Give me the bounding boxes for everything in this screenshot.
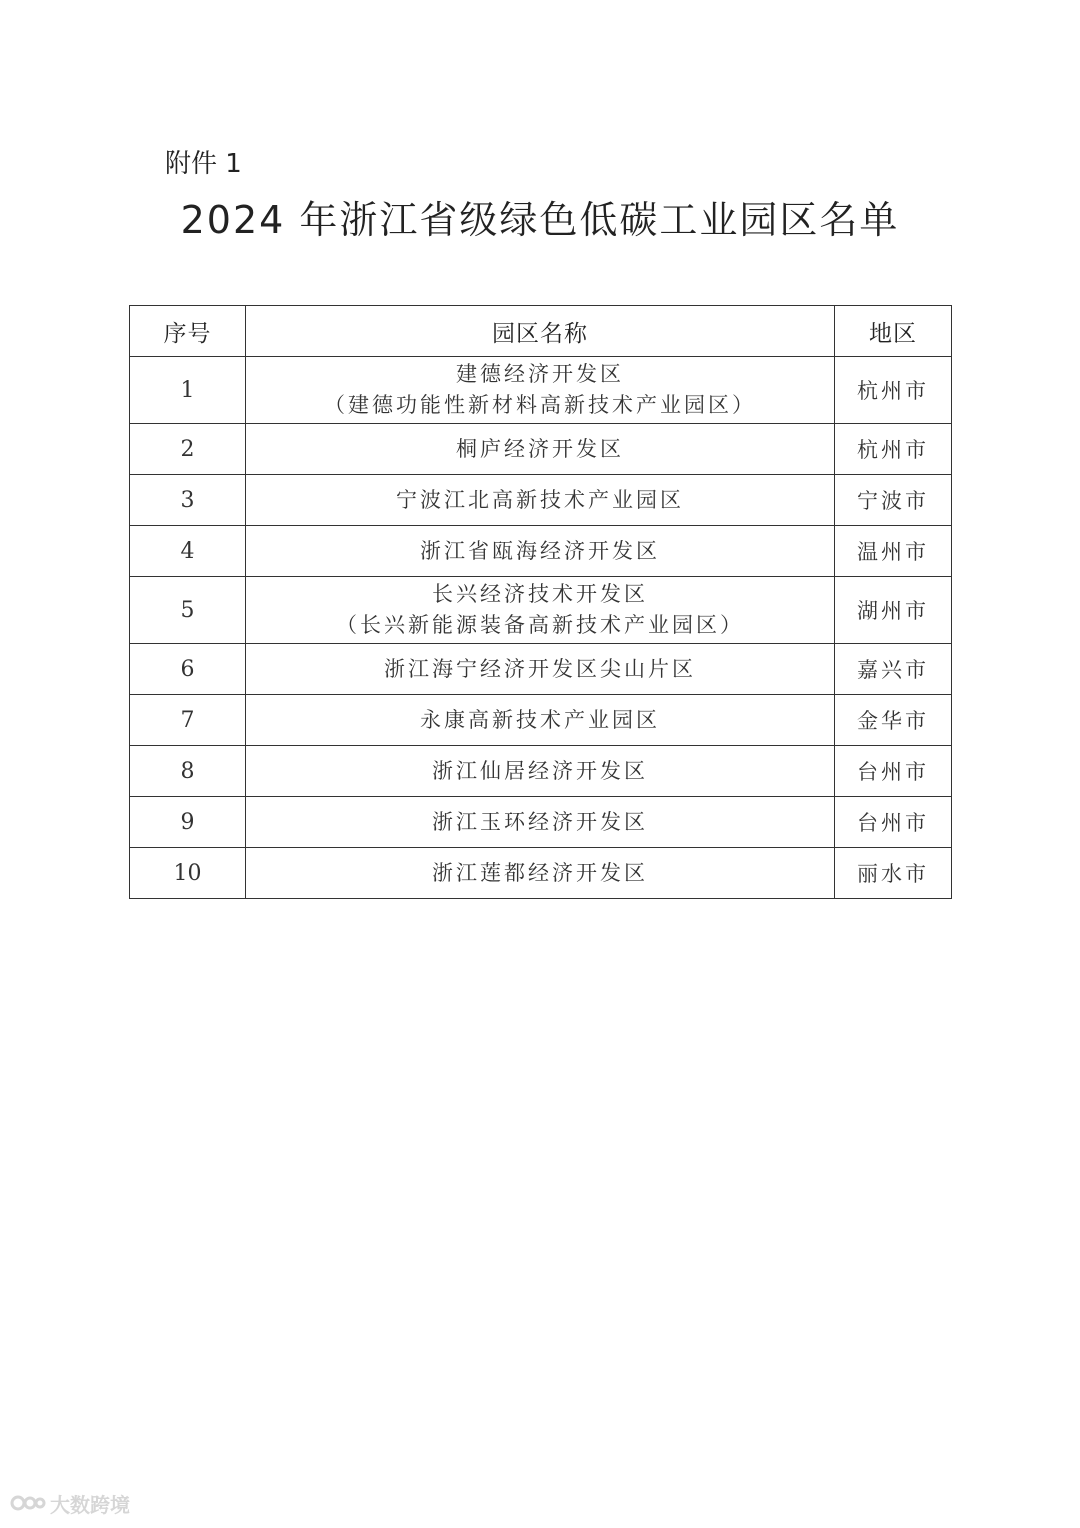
park-name: 建德经济开发区 xyxy=(456,362,624,386)
watermark xyxy=(10,1488,130,1518)
row-index: 2 xyxy=(130,424,246,475)
park-name-cell xyxy=(246,797,835,848)
region-cell: 杭州市 xyxy=(835,424,952,475)
region-cell: 台州市 xyxy=(835,746,952,797)
park-name: 浙江莲都经济开发区 xyxy=(432,860,648,885)
row-index: 1 xyxy=(130,357,246,424)
row-index: 9 xyxy=(130,797,246,848)
row-index: 5 xyxy=(130,577,246,644)
region-cell: 湖州市 xyxy=(835,577,952,644)
region-cell: 嘉兴市 xyxy=(835,644,952,695)
region-cell: 温州市 xyxy=(835,526,952,577)
park-name: 长兴经济技术开发区 xyxy=(432,582,648,606)
row-index: 7 xyxy=(130,695,246,746)
row-index: 6 xyxy=(130,644,246,695)
attachment-label: 附件 1 xyxy=(165,149,242,179)
park-name-cell xyxy=(246,357,835,424)
table-header-row xyxy=(130,306,952,357)
table-row xyxy=(130,848,952,899)
park-name-cell xyxy=(246,644,835,695)
table-row xyxy=(130,424,952,475)
region-cell: 丽水市 xyxy=(835,848,952,899)
park-name-cell xyxy=(246,577,835,644)
park-name: 桐庐经济开发区 xyxy=(456,436,624,461)
park-name-cell xyxy=(246,526,835,577)
column-header-region: 地区 xyxy=(835,306,952,357)
region-cell: 宁波市 xyxy=(835,475,952,526)
row-index: 4 xyxy=(130,526,246,577)
park-alias: （长兴新能源装备高新技术产业园区） xyxy=(336,613,744,637)
row-index: 8 xyxy=(130,746,246,797)
park-name: 永康高新技术产业园区 xyxy=(420,707,660,732)
table-row xyxy=(130,746,952,797)
park-alias: （建德功能性新材料高新技术产业园区） xyxy=(324,393,756,417)
park-name: 浙江海宁经济开发区尖山片区 xyxy=(384,656,696,681)
table-row xyxy=(130,695,952,746)
region-cell: 台州市 xyxy=(835,797,952,848)
park-name-cell xyxy=(246,424,835,475)
row-index: 10 xyxy=(130,848,246,899)
park-name-cell xyxy=(246,848,835,899)
table-body xyxy=(130,357,952,899)
park-name: 浙江省瓯海经济开发区 xyxy=(420,538,660,563)
column-header-index: 序号 xyxy=(130,306,246,357)
table-row xyxy=(130,526,952,577)
watermark-text: 大数跨境 xyxy=(50,1492,130,1517)
park-name-cell xyxy=(246,695,835,746)
park-name-cell xyxy=(246,746,835,797)
column-header-park-name: 园区名称 xyxy=(246,306,835,357)
row-index: 3 xyxy=(130,475,246,526)
park-name-cell xyxy=(246,475,835,526)
park-name: 宁波江北高新技术产业园区 xyxy=(396,487,684,512)
logo-icon xyxy=(10,1492,46,1514)
table-row xyxy=(130,357,952,424)
region-cell: 金华市 xyxy=(835,695,952,746)
table-row xyxy=(130,797,952,848)
page-title: 2024 年浙江省级绿色低碳工业园区名单 xyxy=(180,198,900,242)
park-name: 浙江玉环经济开发区 xyxy=(432,809,648,834)
region-cell: 杭州市 xyxy=(835,357,952,424)
park-list-table xyxy=(129,305,952,899)
table-row xyxy=(130,475,952,526)
park-name: 浙江仙居经济开发区 xyxy=(432,758,648,783)
table-row xyxy=(130,577,952,644)
table-row xyxy=(130,644,952,695)
